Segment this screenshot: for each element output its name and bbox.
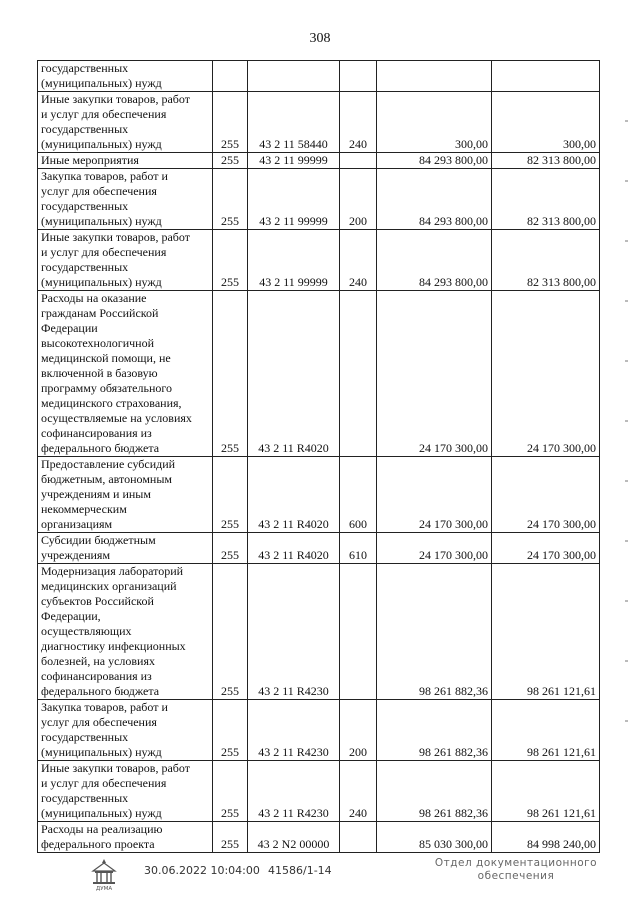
table-row (38, 822, 600, 853)
row-name-line: организациям (41, 517, 113, 531)
row-gr-code: 255 (213, 700, 248, 761)
table-row (38, 564, 600, 700)
row-name-line: Федерации (41, 321, 98, 335)
row-amount-1: 84 293 800,00 (377, 153, 492, 169)
table-row (38, 457, 600, 533)
registration-number: 41586/1-14 (268, 864, 332, 877)
row-name-line: Иные закупки товаров, работ (41, 92, 190, 106)
row-name-line: государственных (41, 61, 129, 75)
row-amount-2: 98 261 121,61 (492, 564, 600, 700)
row-amount-2: 84 998 240,00 (492, 822, 600, 853)
row-name-line: Федерации, (41, 609, 101, 623)
row-name-line: и услуг для обеспечения (41, 107, 167, 121)
table-row (38, 230, 600, 291)
row-name-line: софинансирования из (41, 669, 152, 683)
row-csr-code: 43 2 11 R4020 (248, 533, 340, 564)
row-amount-1: 300,00 (377, 92, 492, 153)
row-name (38, 533, 213, 564)
row-amount-2: 82 313 800,00 (492, 153, 600, 169)
department-stamp-line: Отдел документационного (434, 857, 598, 869)
row-name (38, 761, 213, 822)
row-name-line: диагностику инфекционных (41, 639, 186, 653)
row-vr-code: 240 (340, 761, 377, 822)
row-name (38, 61, 213, 92)
row-amount-1: 24 170 300,00 (377, 533, 492, 564)
row-amount-2: 98 261 121,61 (492, 761, 600, 822)
table-row (38, 533, 600, 564)
row-vr-code (340, 61, 377, 92)
row-gr-code: 255 (213, 533, 248, 564)
row-name (38, 291, 213, 457)
row-amount-2: 24 170 300,00 (492, 291, 600, 457)
row-vr-code: 200 (340, 169, 377, 230)
row-name (38, 153, 213, 169)
row-name-line: Предоставление субсидий (41, 457, 176, 471)
row-name-line: некоммерческим (41, 502, 127, 516)
row-name-line: Закупка товаров, работ и (41, 169, 168, 183)
table-row (38, 92, 600, 153)
row-name-line: включенной в базовую (41, 366, 158, 380)
row-gr-code: 255 (213, 822, 248, 853)
row-name-line: медицинских организаций (41, 579, 177, 593)
row-name-line: гражданам Российской (41, 306, 159, 320)
row-amount-2: 24 170 300,00 (492, 457, 600, 533)
row-csr-code (248, 61, 340, 92)
row-name (38, 700, 213, 761)
row-gr-code: 255 (213, 230, 248, 291)
row-name-line: федерального бюджета (41, 684, 160, 698)
row-name-line: осуществляющих (41, 624, 132, 638)
duma-emblem-icon (87, 857, 121, 891)
svg-text:ДУМА: ДУМА (95, 886, 113, 891)
row-name-line: государственных (41, 199, 129, 213)
table-row (38, 169, 600, 230)
row-gr-code: 255 (213, 153, 248, 169)
row-name-line: услуг для обеспечения (41, 184, 157, 198)
row-name-line: высокотехнологичной (41, 336, 155, 350)
row-name-line: услуг для обеспечения (41, 715, 157, 729)
registration-timestamp: 30.06.2022 10:04:00 (144, 864, 260, 877)
row-name (38, 822, 213, 853)
row-name-line: Модернизация лабораторий (41, 564, 184, 578)
row-name-line: Расходы на оказание (41, 291, 147, 305)
row-amount-2: 300,00 (492, 92, 600, 153)
row-gr-code: 255 (213, 564, 248, 700)
row-name-line: (муниципальных) нужд (41, 76, 162, 90)
row-amount-1: 84 293 800,00 (377, 230, 492, 291)
row-gr-code (213, 61, 248, 92)
row-vr-code: 610 (340, 533, 377, 564)
row-vr-code (340, 564, 377, 700)
row-csr-code: 43 2 11 99999 (248, 230, 340, 291)
row-name-line: учреждениям (41, 548, 111, 562)
row-name-line: учреждениям и иным (41, 487, 151, 501)
row-csr-code: 43 2 11 R4230 (248, 761, 340, 822)
row-name-line: государственных (41, 260, 129, 274)
table-row (38, 761, 600, 822)
department-stamp (420, 857, 612, 883)
row-amount-2: 98 261 121,61 (492, 700, 600, 761)
row-name-line: (муниципальных) нужд (41, 806, 162, 820)
row-csr-code: 43 2 11 99999 (248, 153, 340, 169)
row-name-line: государственных (41, 122, 129, 136)
row-amount-1: 98 261 882,36 (377, 761, 492, 822)
row-gr-code: 255 (213, 761, 248, 822)
row-gr-code: 255 (213, 92, 248, 153)
row-csr-code: 43 2 11 58440 (248, 92, 340, 153)
row-name-line: (муниципальных) нужд (41, 275, 162, 289)
table-row (38, 291, 600, 457)
department-stamp-line: обеспечения (477, 870, 555, 882)
row-name (38, 457, 213, 533)
row-name-line: федерального бюджета (41, 441, 160, 455)
row-amount-1: 24 170 300,00 (377, 457, 492, 533)
row-name-line: федерального проекта (41, 837, 155, 851)
row-name-line: (муниципальных) нужд (41, 137, 162, 151)
row-name-line: Иные закупки товаров, работ (41, 761, 190, 775)
row-amount-1: 85 030 300,00 (377, 822, 492, 853)
row-vr-code: 240 (340, 230, 377, 291)
row-name-line: медицинской помощи, не (41, 351, 171, 365)
row-vr-code (340, 822, 377, 853)
row-name-line: и услуг для обеспечения (41, 776, 167, 790)
row-csr-code: 43 2 11 R4230 (248, 564, 340, 700)
row-amount-2: 24 170 300,00 (492, 533, 600, 564)
row-name-line: субъектов Российской (41, 594, 154, 608)
row-name (38, 169, 213, 230)
row-name-line: и услуг для обеспечения (41, 245, 167, 259)
document-footer (0, 855, 640, 895)
row-vr-code: 600 (340, 457, 377, 533)
row-vr-code: 200 (340, 700, 377, 761)
row-vr-code (340, 291, 377, 457)
row-name-line: бюджетным, автономным (41, 472, 172, 486)
row-csr-code: 43 2 11 R4020 (248, 457, 340, 533)
row-name (38, 564, 213, 700)
row-gr-code: 255 (213, 457, 248, 533)
row-name-line: Закупка товаров, работ и (41, 700, 168, 714)
row-vr-code (340, 153, 377, 169)
table-row (38, 61, 600, 92)
row-name-line: государственных (41, 730, 129, 744)
row-name-line: (муниципальных) нужд (41, 745, 162, 759)
row-name-line: Расходы на реализацию (41, 822, 163, 836)
row-name (38, 230, 213, 291)
row-csr-code: 43 2 11 R4020 (248, 291, 340, 457)
row-gr-code: 255 (213, 169, 248, 230)
scan-margin-marks (625, 120, 628, 740)
row-name-line: программу обязательного (41, 381, 173, 395)
row-amount-1 (377, 61, 492, 92)
row-amount-1: 98 261 882,36 (377, 564, 492, 700)
row-name-line: (муниципальных) нужд (41, 214, 162, 228)
row-name-line: осуществляемые на условиях (41, 411, 192, 425)
row-amount-1: 24 170 300,00 (377, 291, 492, 457)
row-csr-code: 43 2 11 R4230 (248, 700, 340, 761)
budget-table (37, 60, 600, 853)
row-name-line: медицинского страхования, (41, 396, 182, 410)
row-name-line: Субсидии бюджетным (41, 533, 156, 547)
row-name-line: Иные закупки товаров, работ (41, 230, 190, 244)
row-amount-1: 84 293 800,00 (377, 169, 492, 230)
row-amount-2 (492, 61, 600, 92)
row-name-line: болезней, на условиях (41, 654, 155, 668)
row-csr-code: 43 2 11 99999 (248, 169, 340, 230)
table-row (38, 700, 600, 761)
row-amount-1: 98 261 882,36 (377, 700, 492, 761)
row-amount-2: 82 313 800,00 (492, 230, 600, 291)
row-name-line: Иные мероприятия (41, 153, 139, 167)
row-csr-code: 43 2 N2 00000 (248, 822, 340, 853)
row-vr-code: 240 (340, 92, 377, 153)
table-row (38, 153, 600, 169)
budget-table-body (38, 61, 600, 853)
row-name (38, 92, 213, 153)
row-amount-2: 82 313 800,00 (492, 169, 600, 230)
row-gr-code: 255 (213, 291, 248, 457)
page-number: 308 (309, 31, 331, 46)
row-name-line: государственных (41, 791, 129, 805)
row-name-line: софинансирования из (41, 426, 152, 440)
